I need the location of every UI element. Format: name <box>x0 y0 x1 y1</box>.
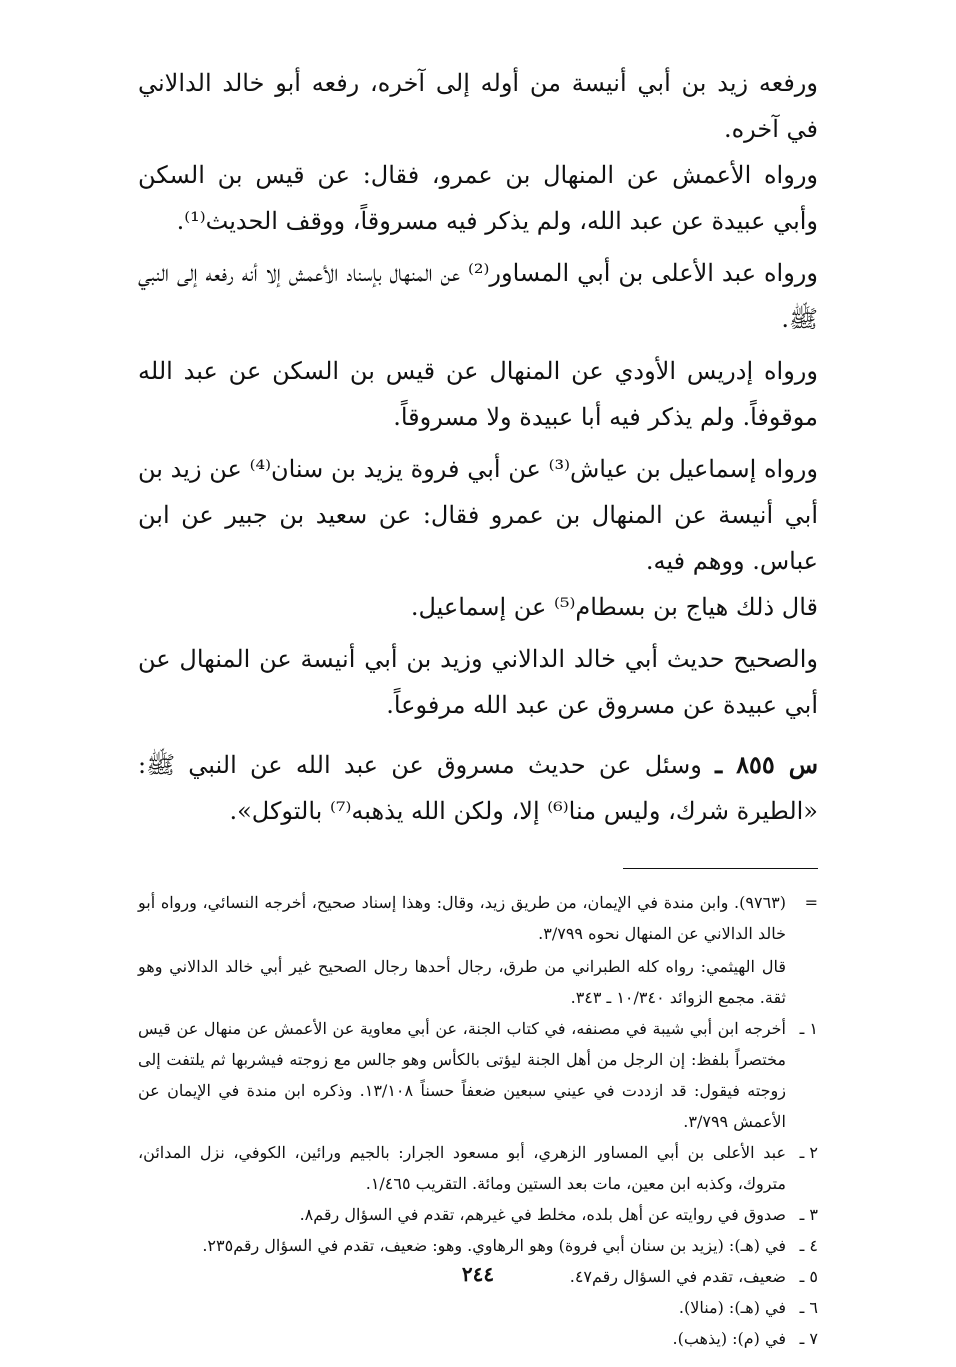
footnote-text: ضعيف، تقدم في السؤال رقم٤٧. <box>569 1267 786 1286</box>
paragraph: قال ذلك هياج بن بسطام⁽⁵⁾ عن إسماعيل. <box>410 593 818 621</box>
footnote-text: في (هـ): (منالا). <box>678 1298 786 1317</box>
question-text: وسئل عن حديث مسروق عن عبد الله عن النبي ﷺ: «الطيرة شرك، وليس منا⁽⁶⁾ إلا، ولكن الله يذهبه⁽⁷⁾ بالتوكل». <box>138 751 818 825</box>
question-paragraph <box>138 742 818 834</box>
footnote <box>138 1137 818 1199</box>
footnote <box>138 1323 818 1354</box>
footnote-mark: ٧ ـ <box>799 1329 818 1348</box>
footnote-text: (٩٧٦٣). وابن مندة في الإيمان، من طريق زيد، وقال: وهذا إسناد صحيح، أخرجه النسائي، ورواه أبو خالد الدالاني عن المنهال نحوه ٣/٧٩٩. <box>138 893 786 943</box>
footnote-text: عبد الأعلى بن أبي المساور الزهري، أبو مسعود الجرار: بالجيم ورائين، الكوفي، نزل المدائن، متروك، وكذبه ابن معين، مات بعد الستين ومائة. التقريب ١/٤٦٥. <box>138 1143 786 1193</box>
footnote-mark: ١ ـ <box>799 1019 818 1038</box>
footnote-text: في (هـ): (يزيد بن سنان أبي فروة) وهو الرهاوي. وهو: ضعيف، تقدم في السؤال رقم٢٣٥. <box>202 1236 786 1255</box>
footnote-text: في (م): (يذهب). <box>672 1329 786 1348</box>
paragraph: ورواه إدريس الأودي عن المنهال عن قيس بن السكن عن عبد الله موقوفاً. ولم يذكر فيه أبا عبيدة ولا مسروقاً. <box>138 357 818 431</box>
paragraph: ورفعه زيد بن أبي أنيسة من أوله إلى آخره، رفعه أبو خالد الدالاني في آخره. <box>138 69 818 143</box>
footnote-mark: = <box>804 893 818 912</box>
paragraph: والصحيح حديث أبي خالد الدالاني وزيد بن أبي أنيسة عن المنهال عن أبي عبيدة عن مسروق عن عبد الله مرفوعاً. <box>138 645 818 719</box>
footnote <box>138 1230 818 1261</box>
footnote-mark: ٣ ـ <box>799 1205 818 1224</box>
footnote-mark: ٦ ـ <box>799 1298 818 1317</box>
footnote-mark: ٥ ـ <box>799 1267 818 1286</box>
footnote <box>138 887 818 949</box>
footnote-text: قال الهيثمي: رواه كله الطبراني من طرق، رجال أحدها رجال الصحيح غير أبي خالد الدالاني وهو ثقة. مجمع الزوائد ١٠/٣٤٠ ـ ٣٤٣. <box>138 957 787 1007</box>
footnote-text: صدوق في روايته عن أهل بلده، مخلط في غيرهم، تقدم في السؤال رقم٨. <box>299 1205 786 1224</box>
page-number: ٢٤٤ <box>461 1262 495 1286</box>
paragraph: ورواه إسماعيل بن عياش⁽³⁾ عن أبي فروة يزيد بن سنان⁽⁴⁾ عن زيد بن أبي أنيسة عن المنهال بن عمرو فقال: عن سعيد بن جبير عن ابن عباس. ووهم فيه. <box>138 455 818 575</box>
footnote-mark: ٢ ـ <box>799 1143 818 1162</box>
question-number: س ٨٥٥ ـ <box>715 750 819 779</box>
footnote-separator <box>623 868 818 869</box>
page-content <box>138 60 818 1354</box>
footnote <box>138 1013 818 1137</box>
footnote <box>138 1292 818 1323</box>
main-text <box>138 60 818 834</box>
paragraph: ورواه الأعمش عن المنهال بن عمرو، فقال: عن قيس بن السكن وأبي عبيدة عن عبد الله، ولم يذكر فيه مسروقاً، ووقف الحديث⁽¹⁾. <box>138 161 818 235</box>
footnote-text: أخرجه ابن أبي شيبة في مصنفه، في كتاب الجنة، عن أبي معاوية عن الأعمش عن منهال عن قيس مختصراً بلفظ: إن الرجل من أهل الجنة ليؤتى بالكأس وهو جالس مع زوجته فيشربها ثم يلتفت إلى زوجته فيقول: قد ازددت في عيني سبعين ضعفاً حسناً ١٣/١٠٨. وذكره ابن مندة في الإيمان عن الأعمش ٣/٧٩٩. <box>138 1019 786 1131</box>
paragraph: ورواه عبد الأعلى بن أبي المساور⁽²⁾ عن المنهال بإسناد الأعمش إلا أنه رفعه إلى النبي ﷺ. <box>138 259 818 333</box>
footnote-mark: ٤ ـ <box>799 1236 818 1255</box>
footnote <box>138 1199 818 1230</box>
footnote <box>138 951 818 1013</box>
